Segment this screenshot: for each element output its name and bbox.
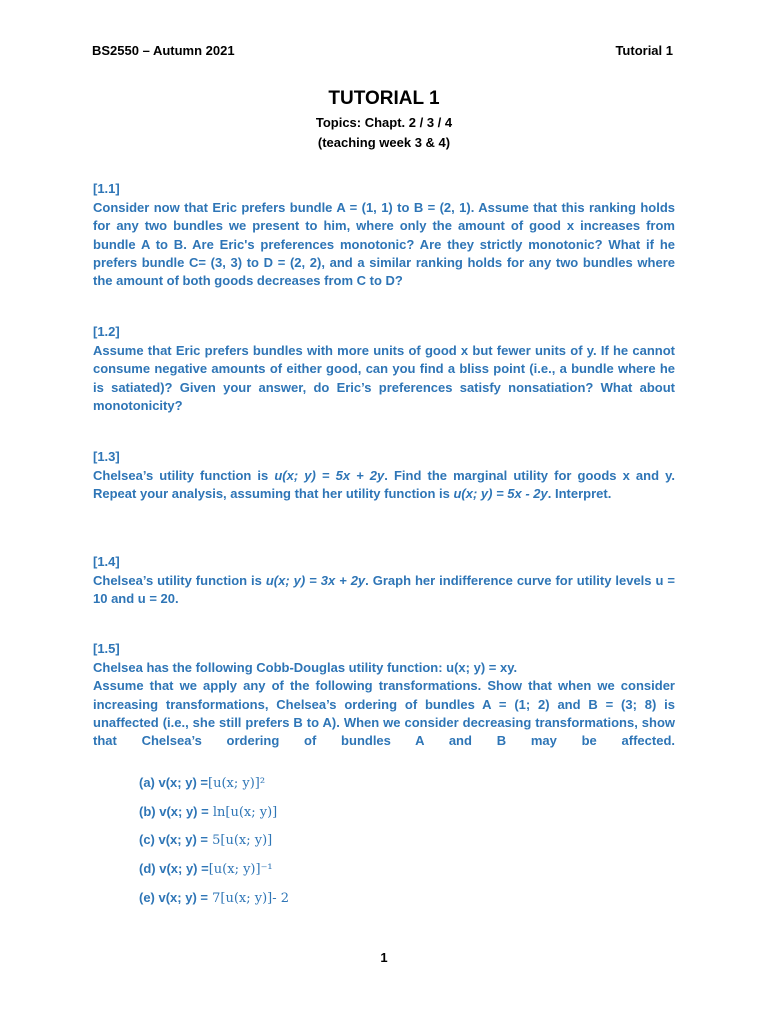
- question-text: Chelsea’s utility function is u(x; y) = 5x + 2y. Find the marginal utility for goods x and y. Repeat your analysis, assuming that her utility function is u(x; y) = 5x - 2y. Interpret.: [93, 468, 675, 502]
- question-number: [1.2]: [93, 324, 120, 339]
- transformation-e: (e) v(x; y) = 7[u(x; y)]- 2: [139, 890, 290, 906]
- question-1-1: [93, 180, 675, 290]
- utility-formula: u(x; y) = 5x - 2y: [453, 486, 548, 502]
- question-1-3: [93, 448, 675, 504]
- question-number: [1.1]: [93, 181, 120, 196]
- question-number: [1.3]: [93, 449, 120, 464]
- weeks-subtitle: (teaching week 3 & 4): [317, 135, 451, 150]
- question-text: Assume that we apply any of the following transformations. Show that when we consider increasing transformations, Chelsea’s ordering of bundles A = (1; 2) and B = (3; 8) is unaffected (i.e., she still prefers B to A). When we consider decreasing transformations, show that Chelsea’s ordering of bundles A and B may be affected.: [93, 678, 675, 749]
- question-1-5: [93, 640, 675, 750]
- transformation-a: (a) v(x; y) =[u(x; y)]²: [139, 775, 266, 791]
- transformation-c: (c) v(x; y) = 5[u(x; y)]: [139, 832, 273, 848]
- question-number: [1.4]: [93, 554, 120, 569]
- question-1-4: [93, 553, 675, 609]
- topics-subtitle: Topics: Chapt. 2 / 3 / 4: [315, 115, 453, 130]
- page-number: 1: [380, 950, 388, 965]
- transformation-d: (d) v(x; y) =[u(x; y)]⁻¹: [139, 861, 273, 877]
- question-text: Consider now that Eric prefers bundle A = (1, 1) to B = (2, 1). Assume that this ranking holds for any two bundles we present to him, where only the amount of good x increases from bundle A to B. Are Eric's preferences monotonic? Are they strictly monotonic? What if he prefers bundle C= (3, 3) to D = (2, 2), and a similar ranking holds for any two bundles where the amount of both goods decreases from C to D?: [93, 200, 675, 289]
- utility-formula: u(x; y) = 3x + 2y: [265, 573, 366, 589]
- transformation-b: (b) v(x; y) = ln[u(x; y)]: [139, 804, 278, 820]
- question-number: [1.5]: [93, 641, 120, 656]
- tutorial-header: Tutorial 1: [615, 43, 673, 58]
- question-1-2: [93, 323, 675, 415]
- utility-formula: u(x; y) = 5x + 2y: [274, 468, 385, 484]
- question-text: Assume that Eric prefers bundles with more units of good x but fewer units of y. If he cannot consume negative amounts of either good, can you find a bliss point (i.e., a bundle where he is satiated)? Given your answer, do Eric’s preferences satisfy nonsatiation? What about monotonicity?: [93, 343, 675, 413]
- question-text: Chelsea’s utility function is u(x; y) = 3x + 2y. Graph her indifference curve for utility levels u = 10 and u = 20.: [93, 573, 675, 607]
- page-title: TUTORIAL 1: [328, 88, 440, 109]
- course-header: BS2550 – Autumn 2021: [92, 43, 235, 58]
- question-intro: Chelsea has the following Cobb-Douglas utility function: u(x; y) = xy.: [93, 660, 518, 676]
